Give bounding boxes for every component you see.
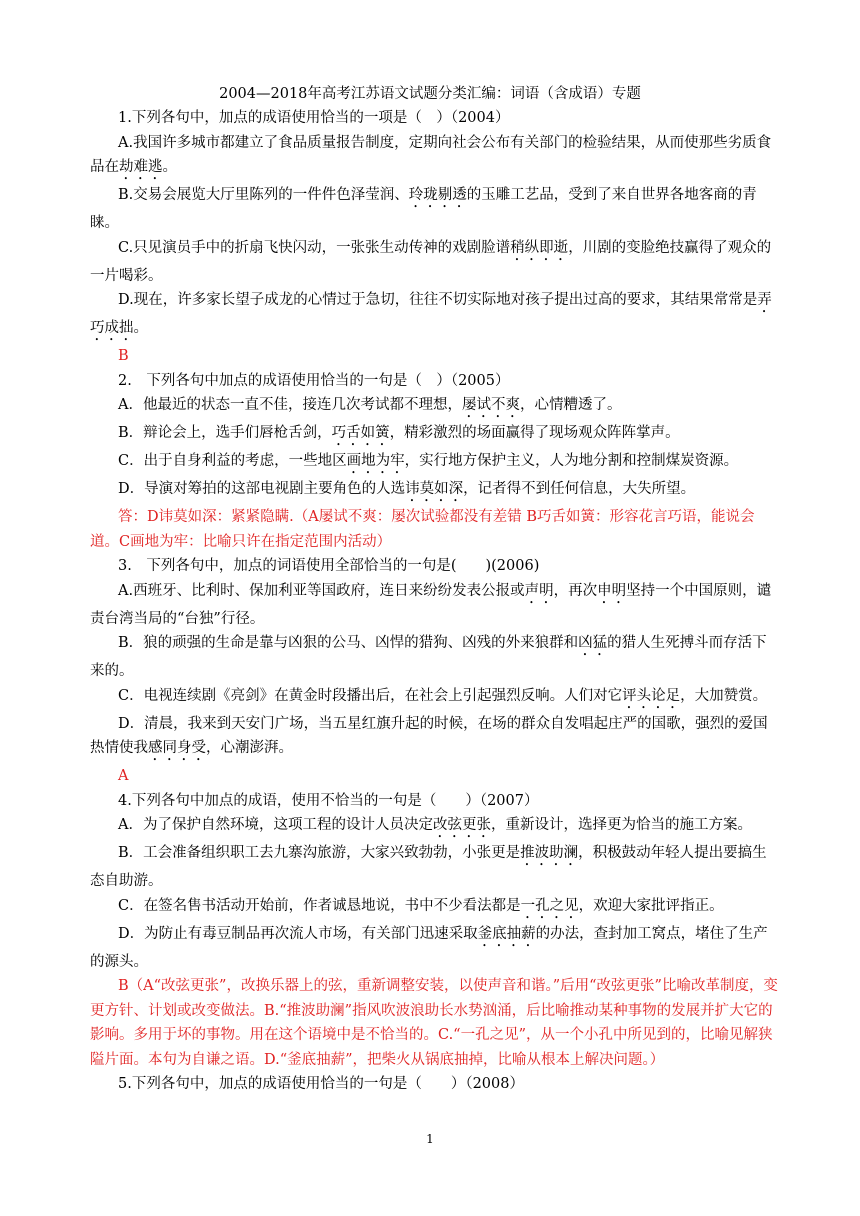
- q1-answer: B: [118, 348, 129, 364]
- q4-option-d: D．为防止有毒豆制品再次流人市场，有关部门迅速采取釜底抽薪的办法，查封加工窝点，堵住了生产的源头。: [90, 925, 768, 970]
- dotted-idiom: 玲珑剔透: [408, 187, 467, 203]
- dotted-idiom: 弄巧成拙: [90, 292, 772, 336]
- q1-option-b: B.交易会展览大厅里陈列的一件件色泽莹润、玲珑剔透的玉雕工艺品，受到了来自世界各地客商的青睐。: [90, 187, 757, 231]
- q4-answer: B（A“改弦更张”，改换乐器上的弦，重新调整安装，以使声音和谐。”后用“改弦更张”比喻改革制度，变更方针、计划或改变做法。B.“推波助澜”指风吹波浪助长水势汹涌，后比喻推动某种事物的发展并扩大它的影响。多用于坏的事物。用在这个语境中是不恰当的。C.“一孔之见”，从一个小孔中所见到的，比喻见解狭隘片面。本句为自谦之语。D.“釜底抽薪”，把柴火从锅底抽掉，比喻从根本上解决问题。）: [90, 978, 778, 1068]
- dotted-idiom: 讳莫如深: [405, 481, 464, 497]
- dotted-idiom: 改弦更张: [432, 817, 491, 833]
- dotted-idiom: 屡试不爽: [461, 397, 520, 413]
- dotted-idiom: 画地为牢: [346, 453, 405, 469]
- dotted-idiom: 釜底抽薪: [477, 925, 536, 942]
- dotted-idiom: 劫难逃: [119, 159, 163, 175]
- document-body: [90, 106, 780, 1097]
- q2-stem: 2. 下列各句中加点的成语使用恰当的一句是（ ）（2005）: [118, 372, 510, 389]
- q3-stem: 3. 下列各句中，加点的词语使用全部恰当的一句是( )(2006): [118, 558, 540, 574]
- q3-option-b: B．狼的顽强的生命是靠与凶狠的公马、凶悍的猎狗、凶残的外来狼群和凶猛的猎人生死搏斗而存活下来的。: [90, 635, 767, 679]
- q2-option-b: B．辩论会上，选手们唇枪舌剑，巧舌如簧，精彩激烈的场面赢得了现场观众阵阵掌声。: [118, 425, 680, 441]
- q1-option-d: D.现在，许多家长望子成龙的心情过于急切，往往不切实际地对孩子提出过高的要求，其结果常常是弄巧成拙。: [90, 292, 772, 336]
- dotted-idiom: 巧舌如簧: [331, 425, 390, 441]
- q2-answer: 答：D讳莫如深：紧紧隐瞒.（A屡试不爽：屡次试验都没有差错 B巧舌如簧：形容花言巧语，能说会道。C画地为牢：比喻只许在指定范围内活动）: [90, 509, 755, 550]
- dotted-idiom: 稍纵即逝: [510, 239, 569, 256]
- q2-option-c: C．出于自身利益的考虑，一些地区画地为牢，实行地方保护主义，人为地分割和控制煤炭资源。: [118, 453, 739, 469]
- dotted-idiom: 一孔之见: [520, 897, 579, 914]
- q5-stem: 5.下列各句中，加点的成语使用恰当的一句是（ ）（2008）: [118, 1076, 524, 1092]
- dotted-word: 声明: [524, 582, 554, 599]
- q2-option-d: D．导演对筹拍的这部电视剧主要角色的人选讳莫如深，记者得不到任何信息，大失所望。: [118, 481, 696, 497]
- q3-option-d: D．清晨，我来到天安门广场，当五星红旗升起的时候，在场的群众自发唱起庄严的国歌，强烈的爱国热情使我感同身受，心潮澎湃。: [90, 715, 768, 756]
- page-number: 1: [426, 1132, 434, 1146]
- q1-stem: 1.下列各句中，加点的成语使用恰当的一项是（ ）（2004）: [118, 110, 510, 126]
- q2-option-a: A．他最近的状态一直不佳，接连几次考试都不理想，屡试不爽，心情糟透了。: [118, 397, 622, 413]
- q1-option-a: A.我国许多城市都建立了食品质量报告制度，定期向社会公布有关部门的检验结果，从而使那些劣质食品在劫难逃。: [90, 134, 772, 175]
- dotted-word: 申明: [597, 582, 627, 599]
- q4-stem: 4.下列各句中加点的成语，使用不恰当的一句是（ ）（2007）: [118, 792, 539, 809]
- q3-option-a: A.西班牙、比利时、保加利亚等国政府，连日来纷纷发表公报或声明，再次申明坚持一个中国原则，谴责台湾当局的“台独”行径。: [90, 582, 772, 627]
- q4-option-c: C．在签名售书活动开始前，作者诚恳地说，书中不少看法都是一孔之见，欢迎大家批评指正。: [118, 897, 724, 914]
- dotted-word: 感同身受: [148, 740, 206, 756]
- dotted-word: 评头论足: [622, 687, 681, 704]
- q4-option-b: B．工会准备组织职工去九寨沟旅游，大家兴致勃勃，小张更是推波助澜，积极鼓动年轻人提出要搞生态自助游。: [90, 845, 767, 889]
- q1-option-c: C.只见演员手中的折扇飞快闪动，一张张生动传神的戏剧脸谱稍纵即逝，川剧的变脸绝技赢得了观众的一片喝彩。: [90, 239, 772, 284]
- dotted-word: 凶猛: [578, 635, 608, 651]
- q3-answer: A: [118, 768, 129, 784]
- q4-option-a: A．为了保护自然环境，这项工程的设计人员决定改弦更张，重新设计，选择更为恰当的施工方案。: [118, 817, 752, 833]
- dotted-idiom: 推波助澜: [520, 845, 579, 861]
- q3-option-c: C．电视连续剧《亮剑》在黄金时段播出后，在社会上引起强烈反响。人们对它评头论足，大加赞赏。: [118, 687, 768, 704]
- document-title: 2004—2018年高考江苏语文试题分类汇编：词语（含成语）专题: [219, 86, 641, 102]
